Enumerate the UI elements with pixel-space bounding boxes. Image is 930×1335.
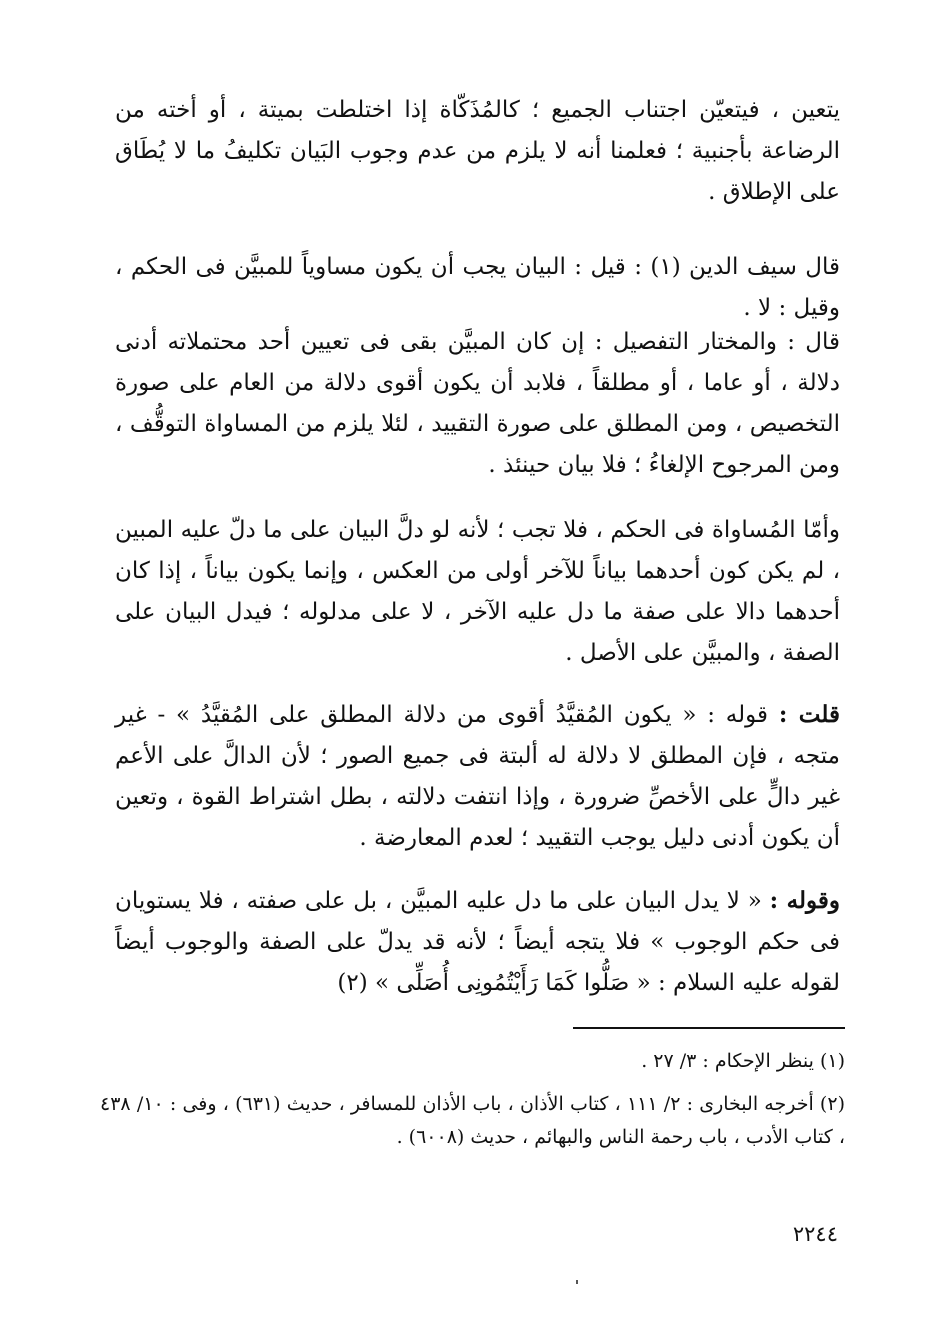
main-text-2 [115,247,840,329]
paragraph-4: وأمّا المُساواة فى الحكم ، فلا تجب ؛ لأنه لو دلَّ البيان على ما دلّ عليه المبين ، لم يكن كون أحدهما بياناً للآخر أولى من العكس ، وإنما يكون بياناً ، إذا كان أحدهما دالا على صفة ما دل عليه الآخر ، لا على مدلوله ؛ فيدل البيان على الصفة ، والمبيَّن على الأصل . [115,517,840,666]
paragraph-6-lead: وقوله : [769,887,840,914]
main-text-6 [115,880,840,1004]
paragraph-2: قال سيف الدين (١) : قيل : البيان يجب أن يكون مساوياً للمبيَّن فى الحكم ، وقيل : لا . [115,254,840,321]
main-text-5 [115,694,840,859]
footnote-2: (٢) أخرجه البخارى : ٢/ ١١١ ، كتاب الأذان ، باب الأذان للمسافر ، حديث (٦٣١) ، وفى : ١٠/ ٤٣٨ ، كتاب الأدب ، باب رحمة الناس والبهائم ، حديث (٦٠٠٨) . [100,1093,845,1148]
page-number: ٢٢٤٤ [792,1222,838,1246]
footnote-1-block [100,1045,845,1078]
paragraph-5 [115,694,840,859]
footnote-separator [573,1027,845,1029]
scan-speck [576,1280,578,1284]
main-text-4 [115,510,840,674]
paragraph-1: يتعين ، فيتعيّن اجتناب الجميع ؛ كالمُذَكّاة إذا اختلطت بميتة ، أو أخته من الرضاعة بأجنبية ؛ فعلمنا أنه لا يلزم من عدم وجوب البَيان تكليفُ ما لا يُطَاق على الإطلاق . [115,97,840,205]
paragraph-5-body: قوله : « يكون المُقيَّدُ أقوى من دلالة المطلق على المُقيَّدُ » - غير متجه ، فإن المطلق لا دلالة له ألبتة فى جميع الصور ؛ لأن الدالَّ على الأعم غير دالٍّ على الأخصِّ ضرورة ، وإذا انتفت دلالته ، بطل اشتراط القوة ، وتعين أن يكون أدنى دليل يوجب التقييد ؛ لعدم المعارضة . [115,702,840,851]
main-text-3 [115,322,840,486]
main-text-top [115,90,840,213]
paragraph-3: قال : والمختار التفصيل : إن كان المبيَّن بقى فى تعيين أحد محتملاته أدنى دلالة ، أو عاما ، أو مطلقاً ، فلابد أن يكون أقوى دلالة من العام على صورة التخصيص ، ومن المطلق على صورة التقييد ، لئلا يلزم من المساواة التوقُّف ، ومن المرجوح الإلغاءُ ؛ فلا بيان حينئذ . [115,329,840,478]
footnote-2-block [100,1088,845,1154]
footnote-1: (١) ينظر الإحكام : ٣/ ٢٧ . [641,1050,845,1072]
paragraph-6 [115,880,840,1004]
paragraph-5-lead: قلت : [778,701,840,728]
paragraph-6-body: « لا يدل البيان على ما دل عليه المبيَّن ، بل على صفته ، فلا يستويان فى حكم الوجوب » فلا يتجه أيضاً ؛ لأنه قد يدلّ على الصفة والوجوب أيضاً لقوله عليه السلام : « صَلُّوا كَمَا رَأَيْتُمُونِى أُصَلِّى » (٢) [115,888,840,996]
